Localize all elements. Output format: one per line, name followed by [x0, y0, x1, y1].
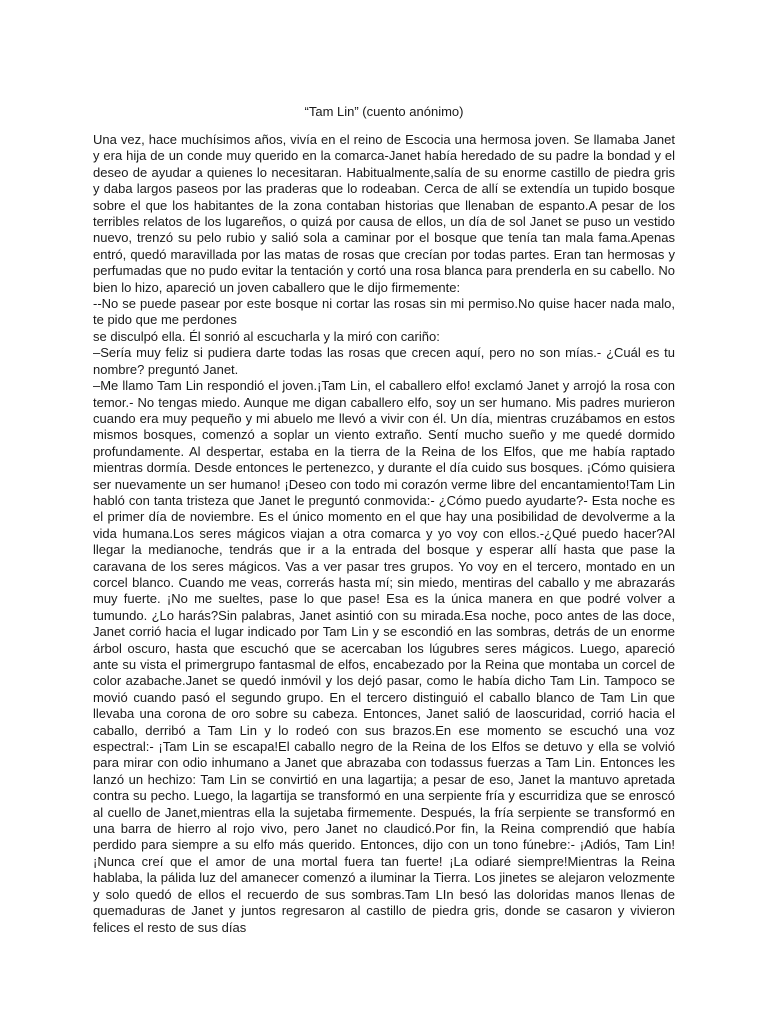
story-paragraph-warning: --No se puede pasear por este bosque ni cortar las rosas sin mi permiso.No quise hacer nada malo, te pido que me perdones [93, 296, 675, 328]
story-body [93, 132, 675, 936]
story-paragraph-intro: Una vez, hace muchísimos años, vivía en el reino de Escocia una hermosa joven. Se llamaba Janet y era hija de un conde muy querido en la comarca-Janet había heredado de su padre la bondad y el deseo de ayudar a quienes lo necesitaran. Habitualmente,salía de su enorme castillo de piedra gris y daba largos paseos por las praderas que lo rodeaban. Cerca de allí se extendía un tupido bosque sobre el que los habitantes de la zona contaban historias que llenaban de espanto.A pesar de los terribles relatos de los lugareños, o quizá por causa de ellos, un día de sol Janet se puso un vestido nuevo, trenzó su pelo rubio y salió sola a caminar por el bosque que tenía tan mala fama.Apenas entró, quedó maravillada por las matas de rosas que crecían por todas partes. Eran tan hermosas y perfumadas que no pudo evitar la tentación y cortó una rosa blanca para prenderla en su cabello. No bien lo hizo, apareció un joven caballero que le dijo firmemente: [93, 132, 675, 295]
page-title: “Tam Lin” (cuento anónimo) [304, 104, 464, 119]
document-page [93, 104, 675, 936]
story-paragraph-apology: se disculpó ella. Él sonrió al escucharla y la miró con cariño: [93, 328, 440, 344]
story-paragraph-tam-lin: –Me llamo Tam Lin respondió el joven.¡Tam Lin, el caballero elfo! exclamó Janet y arrojó la rosa con temor.- No tengas miedo. Aunque me digan caballero elfo, soy un ser humano. Mis padres murieron cuando era muy pequeño y mi abuelo me llevó a vivir con él. Un día, mientras cruzábamos en estos mismos bosques, comenzó a soplar un viento extraño. Sentí mucho sueño y me quedé dormido profundamente. Al despertar, estaba en la tierra de la Reina de los Elfos, que me había raptado mientras dormía. Desde entonces le pertenezco, y durante el día cuido sus bosques. ¡Cómo quisiera ser nuevamente un ser humano! ¡Deseo con todo mi corazón verme libre del encantamiento!Tam Lin habló con tanta tristeza que Janet le preguntó conmovida:- ¿Cómo puedo ayudarte?- Esta noche es el primer día de noviembre. Es el único momento en el que hay una posibilidad de devolverme a la vida humana.Los seres mágicos viajan a otra comarca y yo voy con ellos.-¿Qué puedo hacer?Al llegar la medianoche, tendrás que ir a la entrada del bosque y esperar allí hasta que pase la caravana de los seres mágicos. Vas a ver pasar tres grupos. Yo voy en el tercero, montado en un corcel blanco. Cuando me veas, correrás hasta mí; sin miedo, mentiras del caballo y me abrazarás muy fuerte. ¡No me sueltes, pase lo que pase! Esa es la única manera en que podré volver a tumundo. ¿Lo harás?Sin palabras, Janet asintió con su mirada.Esa noche, poco antes de las doce, Janet corrió hacia el lugar indicado por Tam Lin y se escondió en las sombras, detrás de un enorme árbol oscuro, hasta que escuchó que se acercaban los lúgubres seres mágicos. Luego, apareció ante su vista el primergrupo fantasmal de elfos, encabezado por la Reina que montaba un corcel de color azabache.Janet se quedó inmóvil y los dejó pasar, como le había dicho Tam Lin. Tampoco se movió cuando pasó el segundo grupo. En el tercero distinguió el caballo blanco de Tam Lin que llevaba una corona de oro sobre su cabeza. Entonces, Janet salió de laoscuridad, corrió hacia el caballo, derribó a Tam Lin y lo rodeó con sus brazos.En ese momento se escuchó una voz espectral:- ¡Tam Lin se escapa!El caballo negro de la Reina de los Elfos se detuvo y ella se volvió para mirar con odio inhumano a Janet que abrazaba con todassus fuerzas a Tam Lin. Entonces les lanzó un hechizo: Tam Lin se convirtió en una lagartija; a pesar de eso, Janet la mantuvo apretada contra su pecho. Luego, la lagartija se transformó en una serpiente fría y escurridiza que se enroscó al cuello de Janet,mientras ella la sujetaba firmemente. Después, la fría serpiente se transformó en una barra de hierro al rojo vivo, pero Janet no claudicó.Por fin, la Reina comprendió que había perdido para siempre a su elfo más querido. Entonces, dijo con un tono fúnebre:- ¡Adiós, Tam Lin! ¡Nunca creí que el amor de una mortal fuera tan fuerte! ¡La odiaré siempre!Mientras la Reina hablaba, la pálida luz del amanecer comenzó a iluminar la Tierra. Los jinetes se alejaron velozmente y solo quedó de ellos el recuerdo de sus sombras.Tam LIn besó las doloridas manos llenas de quemaduras de Janet y juntos regresaron al castillo de piedra gris, donde se casaron y vivieron felices el resto de sus días [93, 378, 675, 935]
story-paragraph-roses: –Sería muy feliz si pudiera darte todas las rosas que crecen aquí, pero no son mías.- ¿Cuál es tu nombre? preguntó Janet. [93, 345, 675, 377]
